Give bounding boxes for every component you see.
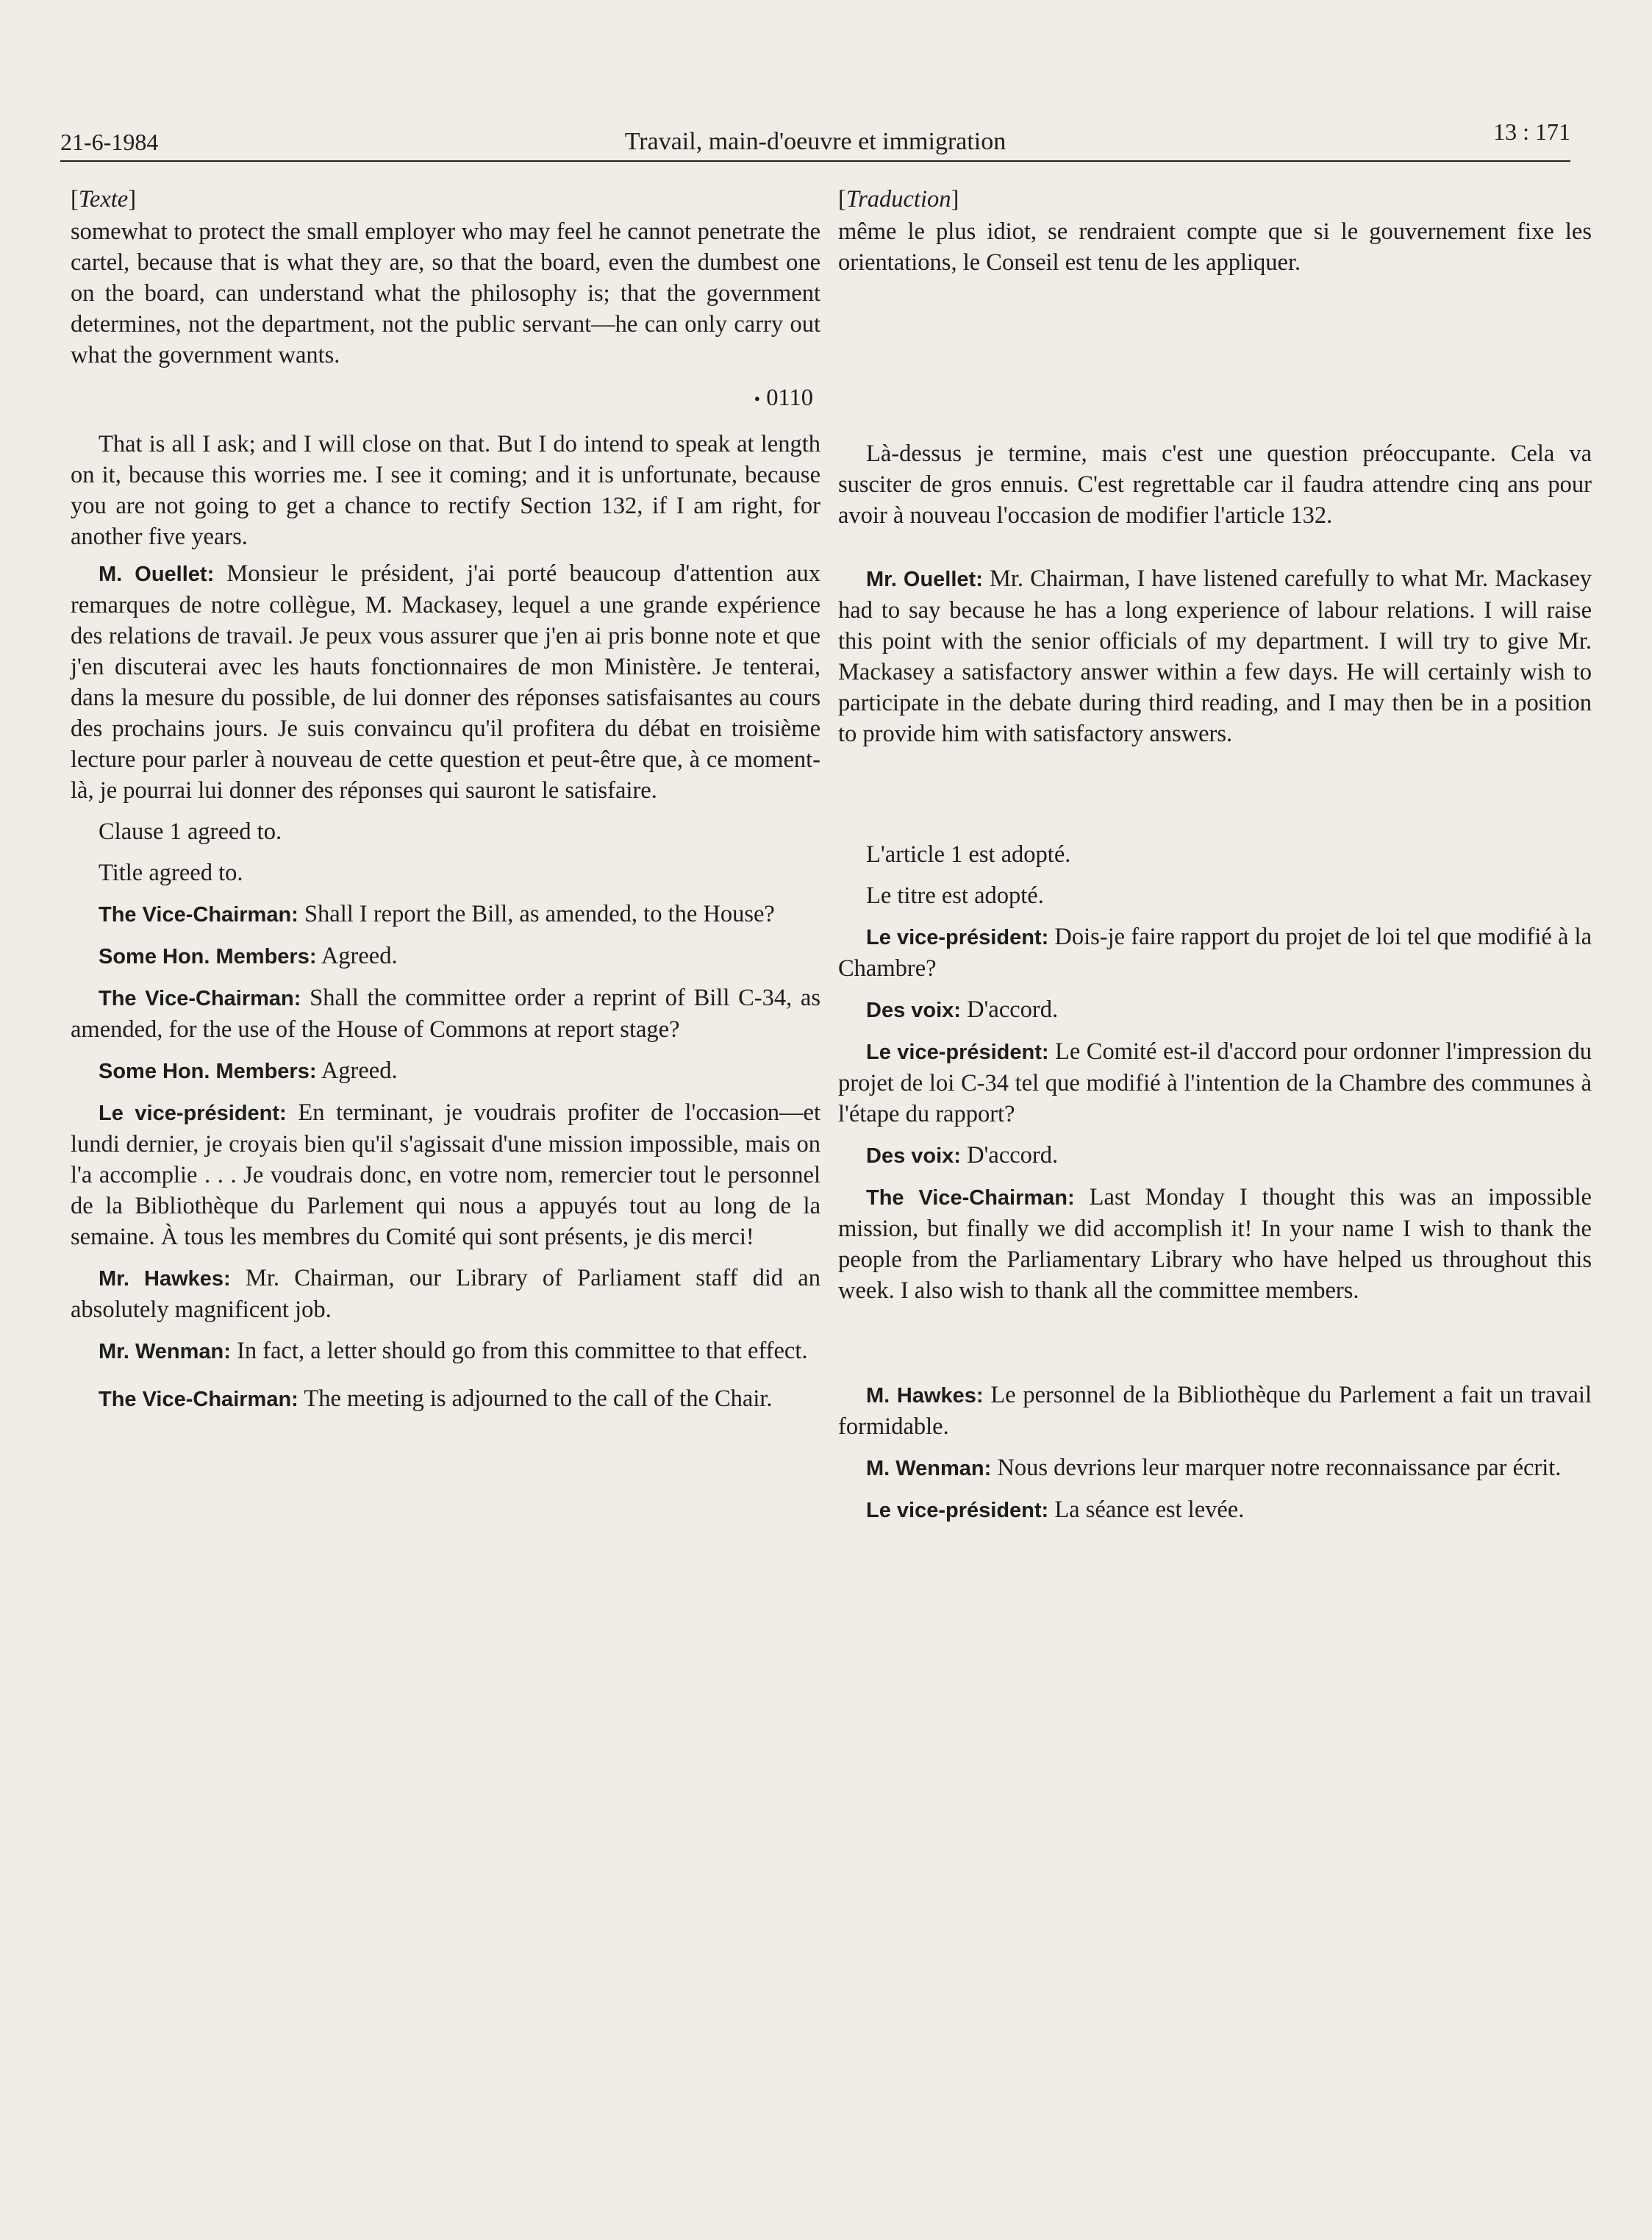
speaker-name: Mr. Ouellet: [866, 568, 983, 591]
header-date: 21-6-1984 [60, 129, 159, 155]
speech-text: Le personnel de la Bibliothèque du Parlement a fait un travail formidable. [838, 1382, 1592, 1440]
speaker-name: M. Wenman: [866, 1457, 992, 1480]
speech [71, 1335, 820, 1367]
language-tag-text: Texte [78, 186, 129, 213]
time-marker [71, 382, 820, 415]
time-marker-text: 0110 [766, 385, 813, 411]
speech-text: Nous devrions leur marquer notre reconnaissance par écrit. [991, 1455, 1562, 1481]
page-header [60, 116, 1570, 162]
speech-text: Dois-je faire rapport du projet de loi tel que modifié à la Chambre? [838, 924, 1592, 982]
speaker-name: Some Hon. Members: [99, 1059, 317, 1083]
speech [71, 1097, 820, 1252]
header-page-number: 13 : 171 [1493, 118, 1570, 145]
speech [838, 1452, 1592, 1484]
speech-text: Shall I report the Bill, as amended, to the House? [298, 900, 775, 927]
language-tag-text: Traduction [845, 186, 951, 213]
speech [71, 941, 820, 972]
speech [71, 1383, 820, 1415]
speech-text: Shall the committee order a reprint of Bill C-34, as amended, for the use of the House of Commons at report stage? [71, 984, 820, 1043]
speech-text: Mr. Chairman, our Library of Parliament staff did an absolutely magnificent job. [71, 1264, 820, 1323]
speech [838, 994, 1592, 1026]
speaker-name: M. Ouellet: [99, 562, 215, 586]
speech [71, 558, 820, 806]
speech-text: The meeting is adjourned to the call of the Chair. [298, 1385, 773, 1412]
language-tag: [Texte] [71, 186, 137, 213]
speech-text: D'accord. [960, 996, 1059, 1023]
speech [71, 982, 820, 1045]
speech-text: Le Comité est-il d'accord pour ordonner l'impression du projet de loi C-34 tel que modifié à l'intention de la Chambre des communes à l'étape du rapport? [838, 1038, 1592, 1127]
time-marker-bullet: • [754, 390, 761, 410]
paragraph: Là-dessus je termine, mais c'est une question préoccupante. Cela va susciter de gros ennuis. C'est regrettable car il faudra attendre cinq ans pour avoir à nouveau l'occasion de modifier l'article 132. [838, 440, 1592, 529]
speech-text: En terminant, je voudrais profiter de l'occasion—et lundi dernier, je croyais bien qu'il s'agissait d'une mission impossible, mais on l'a accomplie . . . Je voudrais donc, en votre nom, remercier tout le personnel de la Bibliothèque du Parlement qui nous a appuyés tout au long de la semaine. À tous les membres du Comité qui sont présents, je dis merci! [71, 1099, 820, 1250]
paragraph: Clause 1 agreed to. [99, 818, 282, 845]
left-column [71, 184, 820, 1415]
language-tag: [Traduction] [838, 186, 959, 213]
speaker-name: Le vice-président: [866, 1499, 1049, 1522]
speaker-name: The Vice-Chairman: [866, 1186, 1075, 1210]
speaker-name: The Vice-Chairman: [99, 1387, 298, 1411]
right-column [838, 184, 1592, 1526]
speaker-name: Mr. Hawkes: [99, 1266, 231, 1291]
paragraph: somewhat to protect the small employer who may feel he cannot penetrate the cartel, because that is what they are, so that the board, even the dumbest one on the board, can understand what the philosophy is; that the government determines, not the department, not the public servant—he can only carry out what the government wants. [71, 218, 820, 368]
speaker-name: Des voix: [866, 999, 961, 1022]
speech-text: Agreed. [316, 942, 398, 969]
speech [838, 563, 1592, 749]
speech-text: Monsieur le président, j'ai porté beaucoup d'attention aux remarques de notre collègue, M. Mackasey, lequel a une grande expérience des relations de travail. Je peux vous assurer que j'en ai pris bonne note et que j'en discuterai avec les hauts fonctionnaires de mon Ministère. Je tenterai, dans la mesure du possible, de lui donner des réponses satisfaisantes au cours des prochains jours. Je suis convaincu qu'il profitera du débat en troisième lecture pour parler à nouveau de cette question et peut-être que, à ce moment-là, je pourrai lui donner des réponses qui sauront le satisfaire. [71, 560, 820, 804]
speech [838, 1182, 1592, 1306]
speech [838, 1380, 1592, 1442]
paragraph: L'article 1 est adopté. [866, 841, 1071, 868]
speech [71, 1055, 820, 1087]
speech-text: Agreed. [316, 1057, 398, 1084]
speaker-name: Some Hon. Members: [99, 944, 317, 969]
paragraph: Title agreed to. [99, 859, 243, 886]
speech-text: Mr. Chairman, I have listened carefully to what Mr. Mackasey had to say because he has a long experience of labour relations. I will raise this point with the senior officials of my department. I will try to give Mr. Mackasey a satisfactory answer within a few days. He will certainly wish to participate in the debate during third reading, and I may then be in a position to provide him with satisfactory answers. [838, 566, 1592, 747]
speech-text: La séance est levée. [1048, 1497, 1245, 1523]
speaker-name: Mr. Wenman: [99, 1339, 231, 1363]
speech-text: Last Monday I thought this was an impossible mission, but finally we did accomplish it! In your name I wish to thank the people from the Parliamentary Library who have helped us throughout this week. I also wish to thank all the committee members. [838, 1184, 1592, 1304]
paragraph: même le plus idiot, se rendraient compte que si le gouvernement fixe les orientations, le Conseil est tenu de les appliquer. [838, 218, 1592, 276]
speech [838, 921, 1592, 984]
paragraph: That is all I ask; and I will close on that. But I do intend to speak at length on it, because this worries me. I see it coming; and it is unfortunate, because you are not going to get a chance to rectify Section 132, if I am right, for another five years. [71, 430, 820, 550]
speaker-name: The Vice-Chairman: [99, 902, 298, 927]
header-title: Travail, main-d'oeuvre et immigration [624, 128, 1006, 155]
speech [838, 1494, 1592, 1526]
speaker-name: Le vice-président: [866, 926, 1049, 949]
speaker-name: Des voix: [866, 1144, 961, 1168]
speech-text: D'accord. [960, 1142, 1059, 1169]
speech [71, 899, 820, 930]
speaker-name: Le vice-président: [866, 1041, 1049, 1064]
speaker-name: The Vice-Chairman: [99, 986, 301, 1010]
speech-text: In fact, a letter should go from this committee to that effect. [230, 1337, 808, 1364]
speech [71, 1263, 820, 1325]
speaker-name: M. Hawkes: [866, 1384, 984, 1408]
speech [838, 1036, 1592, 1130]
speech [838, 1140, 1592, 1171]
speaker-name: Le vice-président: [99, 1101, 287, 1125]
paragraph: Le titre est adopté. [866, 882, 1044, 909]
